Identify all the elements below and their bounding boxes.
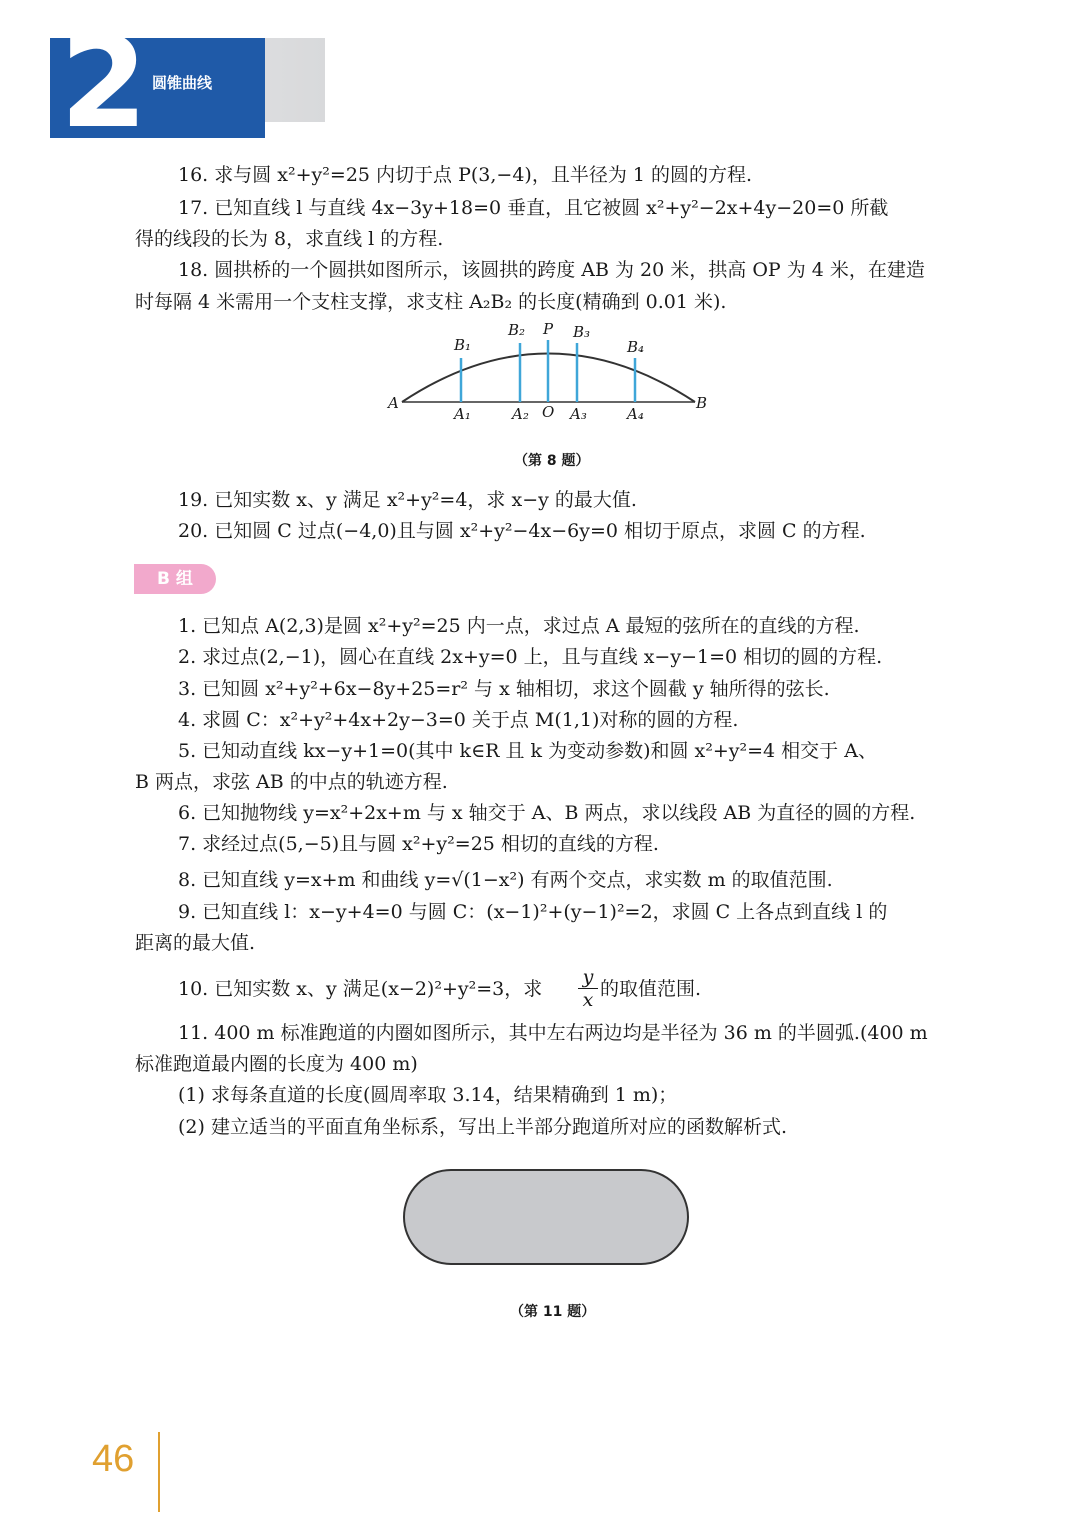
problem-b7: 7. 求经过点(5,−5)且与圆 x²+y²=25 相切的直线的方程. [178, 833, 659, 855]
label-a4: A₄ [627, 405, 644, 423]
label-o: O [542, 403, 555, 421]
problem-b9-line1: 9. 已知直线 l：x−y+4=0 与圆 C：(x−1)²+(y−1)²=2，求圆 C 上各点到直线 l 的 [178, 901, 888, 923]
problem-b4: 4. 求圆 C：x²+y²+4x+2y−3=0 关于点 M(1,1)对称的圆的方程. [178, 709, 739, 731]
problem-b5-line1: 5. 已知动直线 kx−y+1=0(其中 k∈R 且 k 为变动参数)和圆 x²+y²=4 相交于 A、 [178, 740, 877, 762]
problem-18-line1: 18. 圆拱桥的一个圆拱如图所示，该圆拱的跨度 AB 为 20 米，拱高 OP 为 4 米，在建造 [178, 259, 925, 281]
chapter-title: 圆锥曲线 [152, 74, 213, 92]
problem-b2: 2. 求过点(2,−1)，圆心在直线 2x+y=0 上，且与直线 x−y−1=0 相切的圆的方程. [178, 646, 883, 668]
track-caption: （第 11 题） [510, 1304, 596, 1320]
problem-b10-after: 的取值范围. [600, 978, 702, 1000]
chapter-number: 2 [60, 9, 148, 156]
arch-caption: （第 8 题） [514, 453, 590, 469]
track-inner-lane [404, 1170, 688, 1264]
label-a1: A₁ [454, 405, 471, 423]
label-b: B [696, 394, 708, 412]
problem-b1: 1. 已知点 A(2,3)是圆 x²+y²=25 内一点，求过点 A 最短的弦所在的直线的方程. [178, 615, 860, 637]
label-a3: A₃ [570, 405, 587, 423]
problem-17-line1: 17. 已知直线 l 与直线 4x−3y+18=0 垂直，且它被圆 x²+y²−2x+4y−20=0 所截 [178, 197, 889, 219]
page-number-divider [158, 1432, 160, 1512]
problem-b8: 8. 已知直线 y=x+m 和曲线 y=√(1−x²) 有两个交点，求实数 m 的取值范围. [178, 869, 833, 891]
problem-b6: 6. 已知抛物线 y=x²+2x+m 与 x 轴交于 A、B 两点，求以线段 AB 为直径的圆的方程. [178, 802, 916, 824]
problem-b9-line2: 距离的最大值. [135, 932, 256, 954]
label-b3: B₃ [573, 323, 591, 341]
page-number: 46 [92, 1438, 135, 1480]
label-a: A [388, 394, 399, 412]
label-p: P [543, 320, 554, 338]
problem-19: 19. 已知实数 x、y 满足 x²+y²=4，求 x−y 的最大值. [178, 489, 637, 511]
fraction-y-over-x [578, 966, 598, 1011]
problem-18-line2: 时每隔 4 米需用一个支柱支撑，求支柱 A₂B₂ 的长度(精确到 0.01 米). [135, 291, 727, 313]
problem-b10-before: 10. 已知实数 x、y 满足(x−2)²+y²=3，求 [178, 978, 543, 1000]
label-b1: B₁ [454, 336, 472, 354]
problem-b11-line1: 11. 400 m 标准跑道的内圈如图所示，其中左右两边均是半径为 36 m 的半圆弧.(400 m [178, 1022, 928, 1044]
label-b2: B₂ [508, 321, 526, 339]
problem-b3: 3. 已知圆 x²+y²+6x−8y+25=r² 与 x 轴相切，求这个圆截 y 轴所得的弦长. [178, 678, 830, 700]
problem-16: 16. 求与圆 x²+y²=25 内切于点 P(3,−4)，且半径为 1 的圆的方程. [178, 164, 753, 186]
problem-b11-line2: 标准跑道最内圈的长度为 400 m) [135, 1053, 418, 1075]
problem-17-line2: 得的线段的长为 8，求直线 l 的方程. [135, 228, 444, 250]
problem-b11-sub2: (2) 建立适当的平面直角坐标系，写出上半部分跑道所对应的函数解析式. [178, 1116, 787, 1138]
problem-20: 20. 已知圆 C 过点(−4,0)且与圆 x²+y²−4x−6y=0 相切于原点，求圆 C 的方程. [178, 520, 866, 542]
label-a2: A₂ [512, 405, 529, 423]
problem-b11-sub1: (1) 求每条直道的长度(圆周率取 3.14，结果精确到 1 m)； [178, 1084, 678, 1106]
label-b4: B₄ [627, 338, 645, 356]
fraction-denominator: x [582, 989, 594, 1011]
problem-b5-line2: B 两点，求弦 AB 的中点的轨迹方程. [135, 771, 448, 793]
group-b-badge: B 组 [134, 564, 216, 594]
arch-bridge-figure [380, 315, 720, 435]
fraction-numerator: y [582, 966, 594, 988]
running-track-figure [400, 1166, 692, 1268]
